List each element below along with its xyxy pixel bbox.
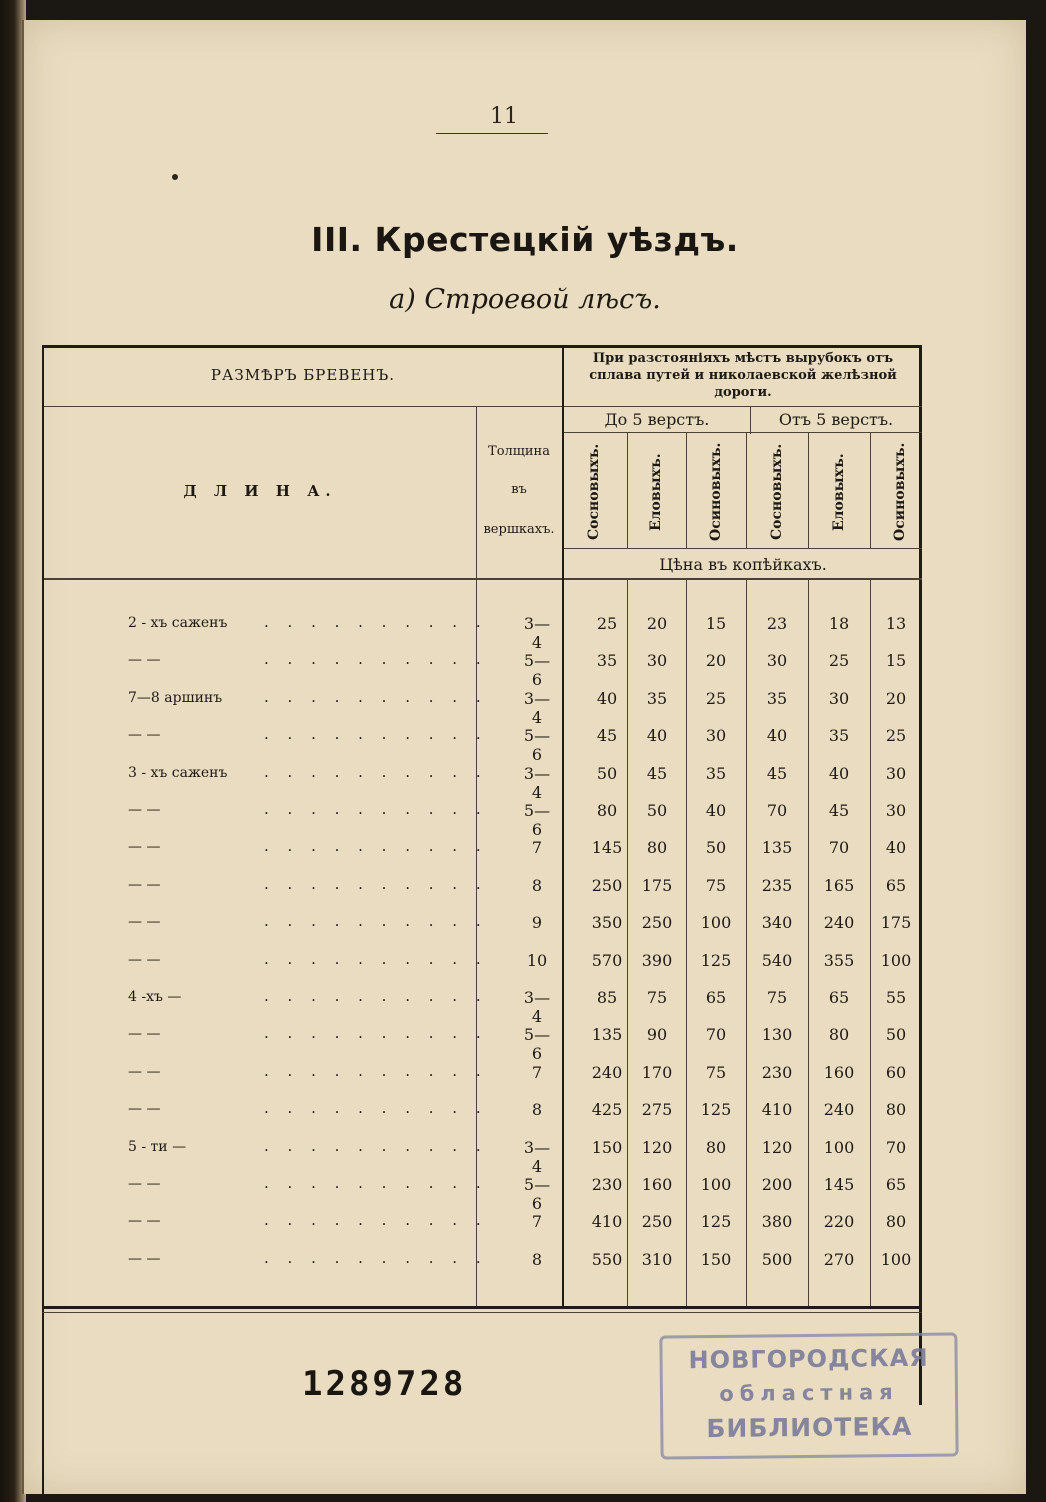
group-header-over-5: Отъ 5 верстъ. [778, 410, 894, 429]
row-length: — — [128, 839, 161, 855]
price-cell: 80 [885, 1100, 907, 1119]
price-cell: 270 [823, 1250, 855, 1269]
price-cell: 25 [596, 614, 618, 633]
price-cell: 50 [705, 838, 727, 857]
price-cell: 65 [885, 876, 907, 895]
leader-dots: . . . . . . . . . . [264, 987, 488, 1005]
row-length: 3 - хъ саженъ [128, 765, 228, 781]
group-header-rule [562, 432, 922, 433]
leader-dots: . . . . . . . . . . [264, 837, 488, 855]
price-cell: 220 [823, 1212, 855, 1231]
col-header-aspen-2: Осиновыхъ. [892, 442, 908, 542]
row-thickness: 3—4 [523, 1138, 551, 1176]
price-cell: 175 [880, 913, 912, 932]
col-header-spruce-2: Еловыхъ. [831, 453, 847, 531]
price-cell: 40 [766, 726, 788, 745]
price-cell: 35 [828, 726, 850, 745]
col-divider-3h [746, 432, 747, 548]
leader-dots: . . . . . . . . . . [264, 1174, 488, 1192]
price-cell: 355 [823, 951, 855, 970]
price-cell: 30 [705, 726, 727, 745]
price-cell: 40 [885, 838, 907, 857]
col-divider-4h [808, 432, 809, 548]
price-cell: 70 [828, 838, 850, 857]
price-cell: 350 [591, 913, 623, 932]
row-length: — — [128, 802, 161, 818]
price-cell: 13 [885, 614, 907, 633]
leader-dots: . . . . . . . . . . [264, 613, 488, 631]
price-cell: 170 [641, 1063, 673, 1082]
thickness-header-line2: въ [511, 482, 527, 497]
price-cell: 145 [591, 838, 623, 857]
leader-dots: . . . . . . . . . . [264, 950, 488, 968]
distance-header: При разстояніяхъ мѣстъ вырубокъ отъ сплава путей и николаевской желѣзной дороги. [589, 351, 897, 400]
thickness-header-line3: вершкахъ. [483, 522, 555, 537]
price-cell: 200 [761, 1175, 793, 1194]
species-header-rule [562, 548, 922, 549]
leader-dots: . . . . . . . . . . [264, 800, 488, 818]
price-cell: 85 [596, 988, 618, 1007]
price-cell: 40 [596, 689, 618, 708]
price-cell: 380 [761, 1212, 793, 1231]
price-cell: 90 [646, 1025, 668, 1044]
leader-dots: . . . . . . . . . . [264, 1211, 488, 1229]
table-right-border [919, 345, 922, 1405]
row-length: 7—8 аршинъ [128, 690, 223, 706]
price-cell: 50 [885, 1025, 907, 1044]
row-thickness: 5—6 [523, 801, 551, 839]
price-cell: 40 [828, 764, 850, 783]
row-thickness: 8 [531, 1250, 543, 1269]
price-cell: 20 [646, 614, 668, 633]
price-cell: 145 [823, 1175, 855, 1194]
price-cell: 80 [705, 1138, 727, 1157]
row-thickness: 5—6 [523, 1175, 551, 1213]
price-cell: 240 [591, 1063, 623, 1082]
price-cell: 23 [766, 614, 788, 633]
catalog-number: 1289728 [302, 1364, 467, 1404]
size-header-rule [44, 406, 562, 407]
price-cell: 40 [705, 801, 727, 820]
price-cell: 250 [591, 876, 623, 895]
row-length: — — [128, 877, 161, 893]
price-cell: 30 [828, 689, 850, 708]
leader-dots: . . . . . . . . . . [264, 1099, 488, 1117]
header-bottom-rule [44, 578, 922, 580]
price-cell: 25 [828, 651, 850, 670]
price-cell: 130 [761, 1025, 793, 1044]
length-thickness-divider [476, 406, 477, 1306]
price-cell: 35 [596, 651, 618, 670]
price-cell: 35 [766, 689, 788, 708]
length-header: Д Л И Н А. [183, 482, 337, 500]
price-cell: 410 [761, 1100, 793, 1119]
stamp-line-3: БИБЛИОТЕКА [706, 1411, 913, 1444]
leader-dots: . . . . . . . . . . [264, 688, 488, 706]
price-cell: 15 [705, 614, 727, 633]
price-cell: 45 [596, 726, 618, 745]
col-divider-1h [627, 432, 628, 548]
price-cell: 75 [766, 988, 788, 1007]
price-cell: 18 [828, 614, 850, 633]
price-cell: 230 [761, 1063, 793, 1082]
price-cell: 160 [823, 1063, 855, 1082]
price-cell: 80 [885, 1212, 907, 1231]
price-cell: 275 [641, 1100, 673, 1119]
price-cell: 120 [761, 1138, 793, 1157]
row-thickness: 5—6 [523, 651, 551, 689]
price-cell: 125 [700, 951, 732, 970]
leader-dots: . . . . . . . . . . [264, 1137, 488, 1155]
price-cell: 70 [885, 1138, 907, 1157]
price-cell: 25 [705, 689, 727, 708]
price-cell: 165 [823, 876, 855, 895]
row-length: — — [128, 727, 161, 743]
leader-dots: . . . . . . . . . . [264, 650, 488, 668]
price-cell: 340 [761, 913, 793, 932]
row-length: — — [128, 952, 161, 968]
price-cell: 175 [641, 876, 673, 895]
price-cell: 75 [646, 988, 668, 1007]
price-cell: 80 [596, 801, 618, 820]
price-cell: 70 [766, 801, 788, 820]
section-subtitle: а) Строевой лѣсъ. [389, 284, 661, 315]
row-length: — — [128, 652, 161, 668]
price-cell: 125 [700, 1212, 732, 1231]
price-cell: 60 [885, 1063, 907, 1082]
leader-dots: . . . . . . . . . . [264, 875, 488, 893]
table-bottom-rule [42, 1312, 922, 1313]
price-cell: 75 [705, 1063, 727, 1082]
price-cell: 250 [641, 1212, 673, 1231]
col-header-pine-2: Сосновыхъ. [769, 443, 785, 541]
row-thickness: 7 [531, 1212, 543, 1231]
row-thickness: 8 [531, 876, 543, 895]
price-cell: 240 [823, 1100, 855, 1119]
row-thickness: 5—6 [523, 726, 551, 764]
row-thickness: 3—4 [523, 689, 551, 727]
price-cell: 410 [591, 1212, 623, 1231]
price-cell: 35 [646, 689, 668, 708]
price-cell: 150 [700, 1250, 732, 1269]
price-cell: 500 [761, 1250, 793, 1269]
price-cell: 30 [766, 651, 788, 670]
price-cell: 45 [828, 801, 850, 820]
price-cell: 540 [761, 951, 793, 970]
library-stamp [659, 1332, 958, 1459]
price-cell: 125 [700, 1100, 732, 1119]
distance-header-rule [562, 406, 922, 407]
leader-dots: . . . . . . . . . . [264, 1024, 488, 1042]
price-cell: 230 [591, 1175, 623, 1194]
row-length: 2 - хъ саженъ [128, 615, 228, 631]
price-cell: 235 [761, 876, 793, 895]
price-cell: 45 [766, 764, 788, 783]
price-cell: 15 [885, 651, 907, 670]
price-cell: 100 [823, 1138, 855, 1157]
price-cell: 30 [885, 764, 907, 783]
table-top-border [42, 345, 922, 348]
thickness-price-divider [562, 345, 564, 1309]
page-number-rule [436, 133, 548, 134]
col-header-aspen-1: Осиновыхъ. [708, 442, 724, 542]
size-header: РАЗМѢРЪ БРЕВЕНЪ. [210, 366, 396, 384]
leader-dots: . . . . . . . . . . [264, 725, 488, 743]
price-cell: 120 [641, 1138, 673, 1157]
price-cell: 310 [641, 1250, 673, 1269]
price-cell: 40 [646, 726, 668, 745]
price-cell: 100 [880, 951, 912, 970]
stamp-line-1: НОВГОРОДСКАЯ [688, 1343, 929, 1375]
price-cell: 425 [591, 1100, 623, 1119]
page-number: 11 [490, 104, 518, 129]
price-cell: 160 [641, 1175, 673, 1194]
col-divider-2h [686, 432, 687, 548]
row-length: — — [128, 1176, 161, 1192]
row-length: — — [128, 1064, 161, 1080]
leader-dots: . . . . . . . . . . [264, 763, 488, 781]
section-title: III. Крестецкій уѣздъ. [311, 220, 739, 259]
price-cell: 50 [596, 764, 618, 783]
row-length: 4 -хъ — [128, 989, 182, 1005]
table-left-border [42, 345, 44, 1495]
table-bottom-border [42, 1306, 922, 1309]
price-cell: 75 [705, 876, 727, 895]
price-cell: 240 [823, 913, 855, 932]
price-cell: 250 [641, 913, 673, 932]
thickness-header-line1: Толщина [488, 444, 550, 459]
col-divider-5h [870, 432, 871, 548]
leader-dots: . . . . . . . . . . [264, 912, 488, 930]
price-cell: 65 [705, 988, 727, 1007]
row-thickness: 5—6 [523, 1025, 551, 1063]
col-header-spruce-1: Еловыхъ. [648, 453, 664, 531]
row-thickness: 9 [531, 913, 543, 932]
leader-dots: . . . . . . . . . . [264, 1249, 488, 1267]
row-thickness: 3—4 [523, 614, 551, 652]
price-cell: 45 [646, 764, 668, 783]
price-cell: 150 [591, 1138, 623, 1157]
row-thickness: 7 [531, 838, 543, 857]
price-cell: 80 [646, 838, 668, 857]
ink-dot [172, 174, 178, 180]
price-cell: 135 [591, 1025, 623, 1044]
price-cell: 390 [641, 951, 673, 970]
price-cell: 70 [705, 1025, 727, 1044]
book-page [22, 20, 1026, 1494]
row-thickness: 8 [531, 1100, 543, 1119]
price-cell: 20 [885, 689, 907, 708]
row-length: — — [128, 1251, 161, 1267]
row-length: — — [128, 1101, 161, 1117]
row-length: — — [128, 914, 161, 930]
stamp-line-2: областная [719, 1380, 899, 1406]
price-cell: 100 [880, 1250, 912, 1269]
price-cell: 65 [828, 988, 850, 1007]
row-length: — — [128, 1213, 161, 1229]
price-cell: 65 [885, 1175, 907, 1194]
price-cell: 100 [700, 913, 732, 932]
row-thickness: 10 [526, 951, 548, 970]
row-length: — — [128, 1026, 161, 1042]
price-cell: 30 [885, 801, 907, 820]
price-cell: 55 [885, 988, 907, 1007]
price-cell: 80 [828, 1025, 850, 1044]
price-cell: 25 [885, 726, 907, 745]
price-cell: 20 [705, 651, 727, 670]
row-thickness: 7 [531, 1063, 543, 1082]
price-cell: 100 [700, 1175, 732, 1194]
price-cell: 135 [761, 838, 793, 857]
row-thickness: 3—4 [523, 988, 551, 1026]
price-cell: 35 [705, 764, 727, 783]
price-cell: 570 [591, 951, 623, 970]
price-unit-header: Цѣна въ копѣйкахъ. [659, 555, 827, 574]
group-header-under-5: До 5 верстъ. [604, 410, 710, 429]
row-length: 5 - ти — [128, 1139, 187, 1155]
price-cell: 30 [646, 651, 668, 670]
col-header-pine-1: Сосновыхъ. [586, 443, 602, 541]
price-cell: 50 [646, 801, 668, 820]
price-cell: 550 [591, 1250, 623, 1269]
leader-dots: . . . . . . . . . . [264, 1062, 488, 1080]
row-thickness: 3—4 [523, 764, 551, 802]
